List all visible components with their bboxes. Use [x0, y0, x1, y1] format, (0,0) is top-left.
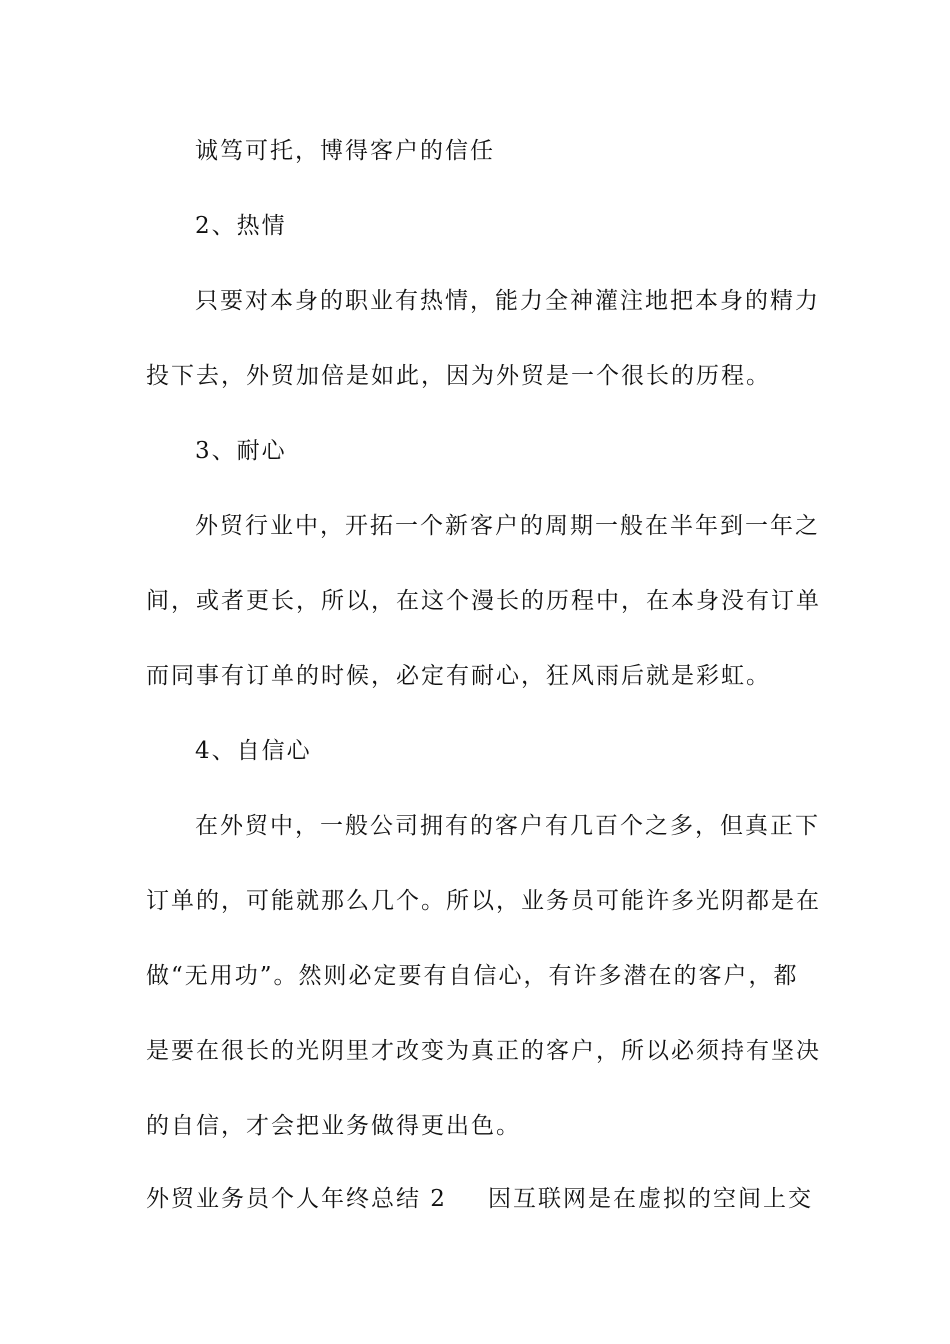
section-heading: 4、自信心 [195, 738, 312, 764]
paragraph-line: 订单的，可能就那么几个。所以，业务员可能许多光阴都是在 [146, 888, 821, 914]
paragraph-line: 做“无用功”。然则必定要有自信心，有许多潜在的客户，都 [146, 963, 799, 989]
paragraph-line: 间，或者更长，所以，在这个漫长的历程中，在本身没有订单 [146, 588, 821, 614]
paragraph-line: 在外贸中，一般公司拥有的客户有几百个之多，但真正下 [195, 813, 820, 839]
document-title: 外贸业务员个人年终总结 2 [146, 1186, 447, 1212]
paragraph-line: 因互联网是在虚拟的空间上交 [488, 1186, 813, 1212]
paragraph-line: 诚笃可托，博得客户的信任 [195, 138, 495, 164]
paragraph-line: 投下去，外贸加倍是如此，因为外贸是一个很长的历程。 [146, 363, 771, 389]
section-heading: 3、耐心 [195, 438, 287, 464]
paragraph-line: 只要对本身的职业有热情，能力全神灌注地把本身的精力 [195, 288, 820, 314]
paragraph-line: 外贸行业中，开拓一个新客户的周期一般在半年到一年之 [195, 513, 820, 539]
paragraph-line: 的自信，才会把业务做得更出色。 [146, 1113, 521, 1139]
section-heading: 2、热情 [195, 213, 287, 239]
paragraph-line: 而同事有订单的时候，必定有耐心，狂风雨后就是彩虹。 [146, 663, 771, 689]
paragraph-line: 是要在很长的光阴里才改变为真正的客户，所以必须持有坚决 [146, 1038, 821, 1064]
